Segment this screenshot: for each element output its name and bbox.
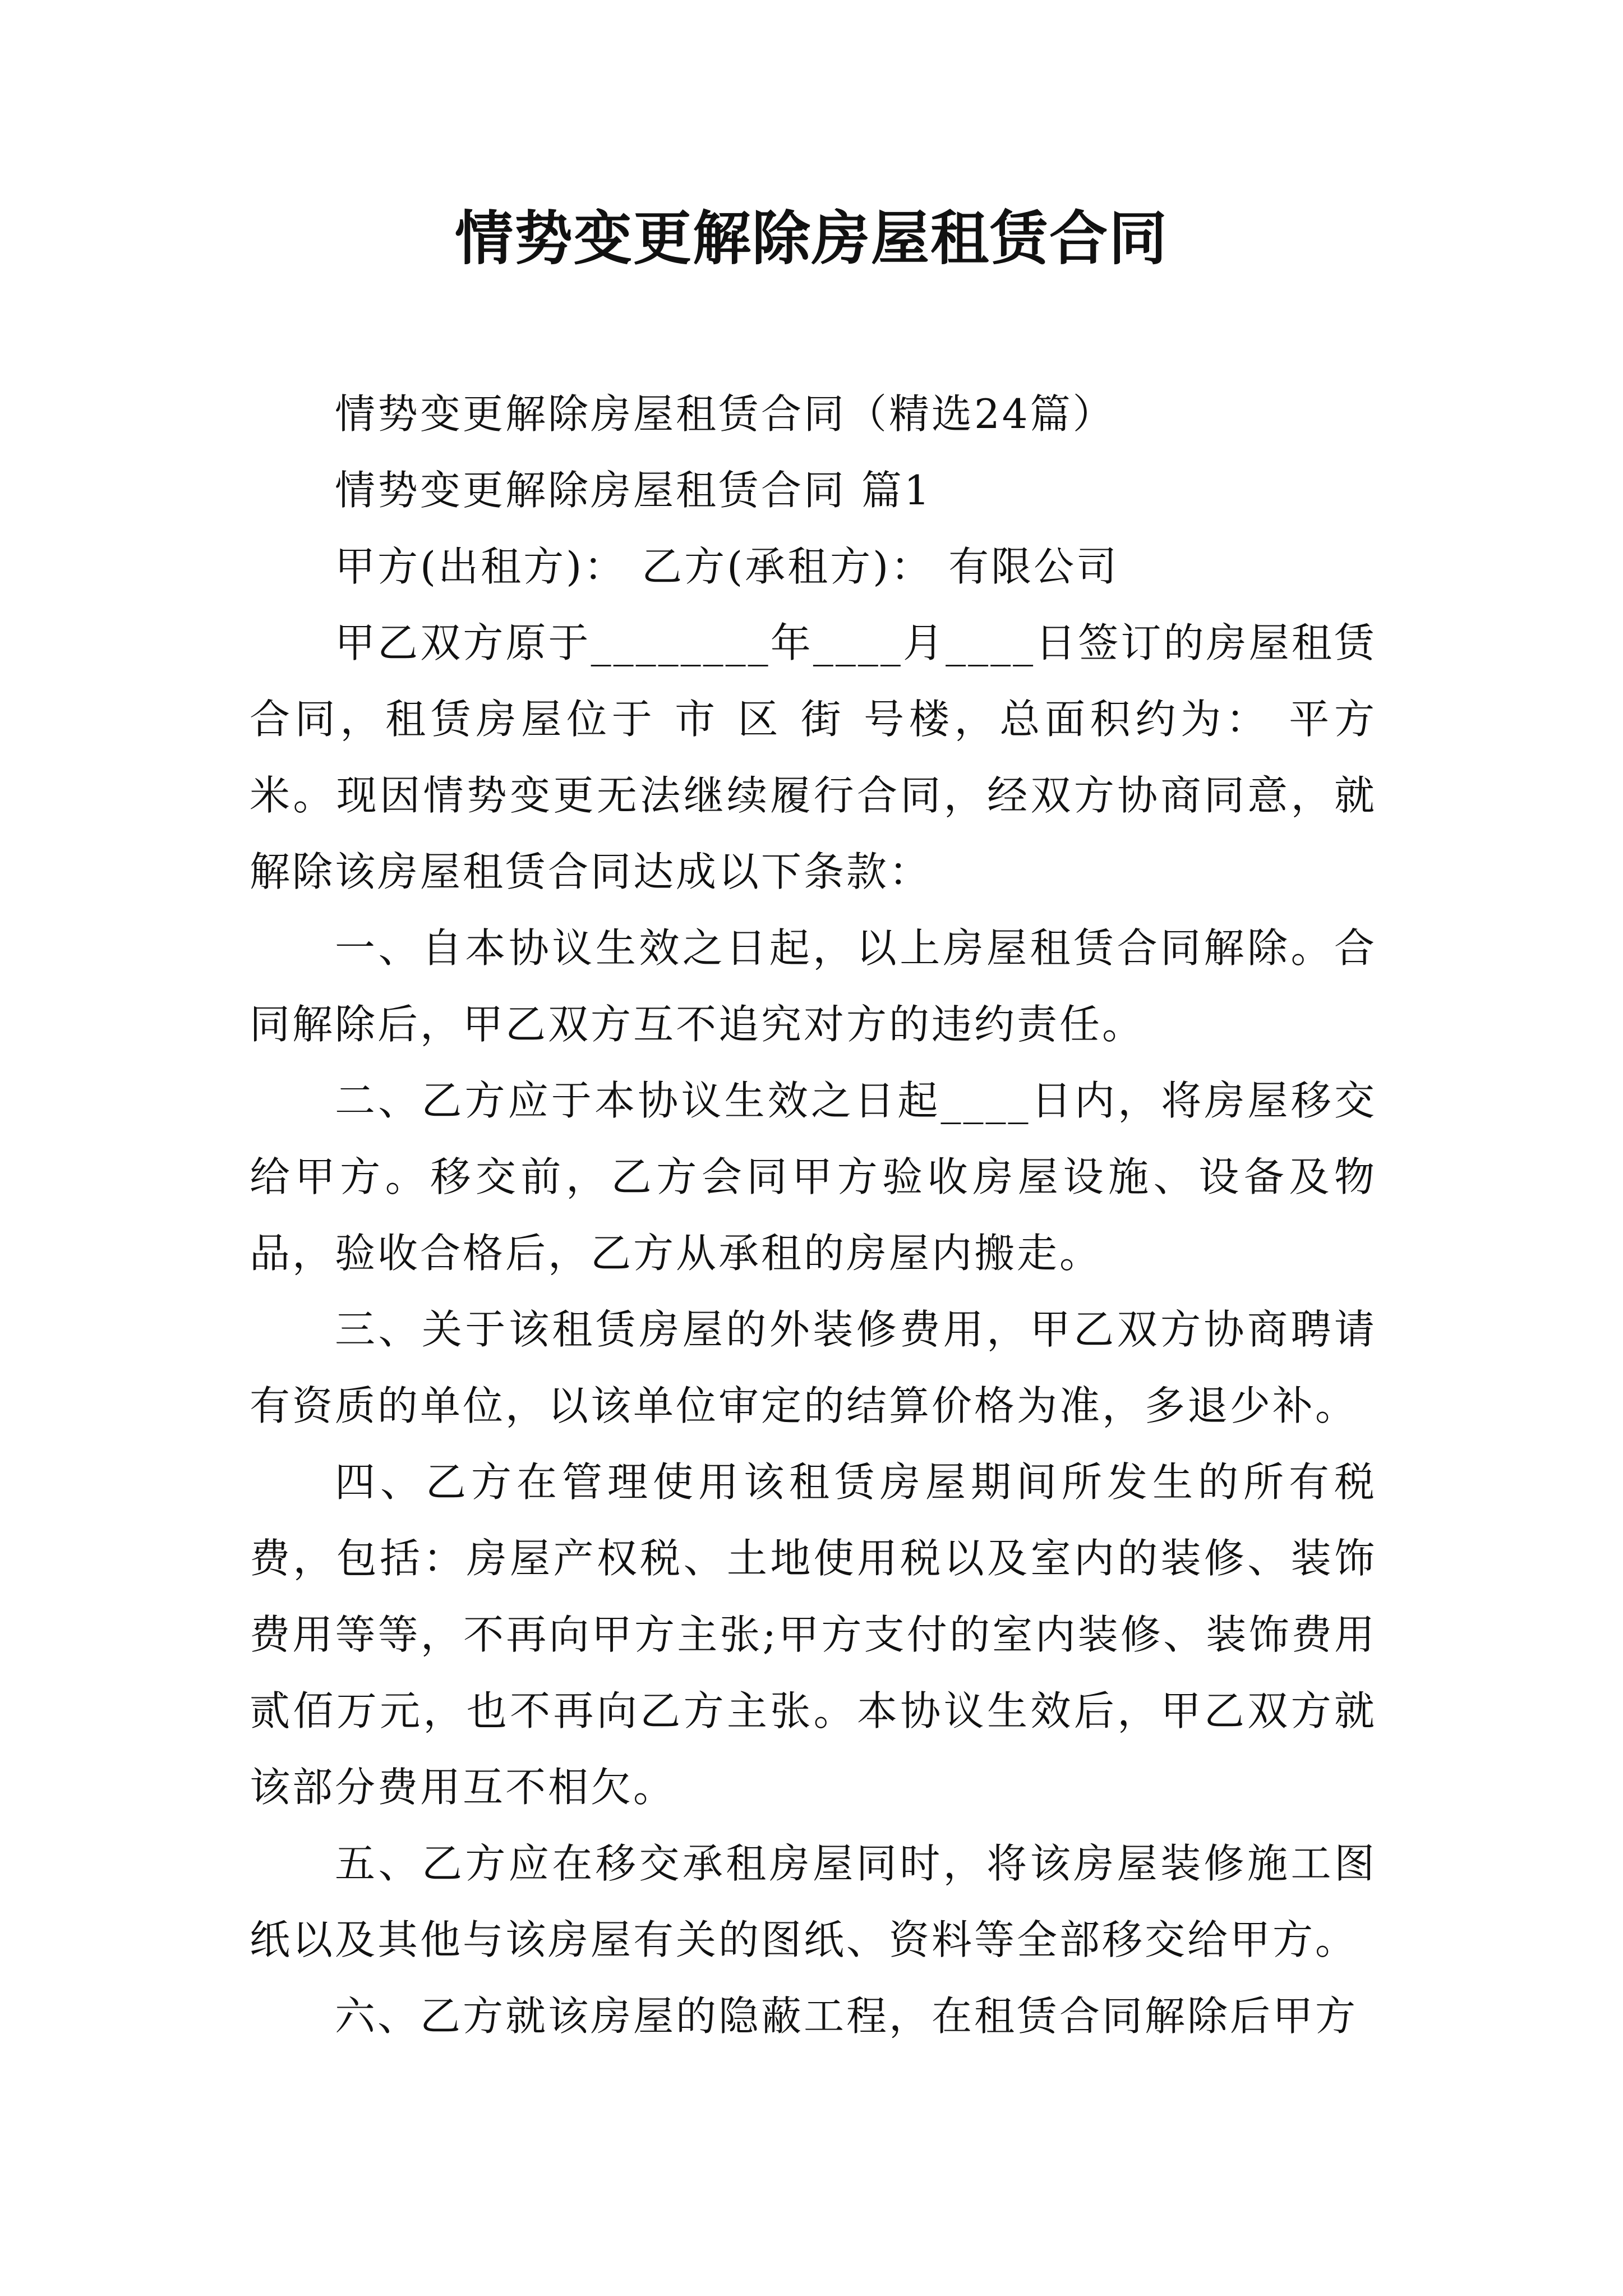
- paragraph-preamble: 甲乙双方原于________年____月____日签订的房屋租赁合同，租赁房屋位于 市 区 街 号楼，总面积约为： 平方米。现因情势变更无法继续履行合同，经双方协商同意，就解除该房屋租赁合同达成以下条款：: [250, 619, 1377, 895]
- paragraph-clause-2: 二、乙方应于本协议生效之日起____日内，将房屋移交给甲方。移交前，乙方会同甲方验收房屋设施、设备及物品，验收合格后，乙方从承租的房屋内搬走。: [250, 1077, 1377, 1277]
- paragraph-clause-4: 四、乙方在管理使用该租赁房屋期间所发生的所有税费，包括：房屋产权税、土地使用税以及室内的装修、装饰费用等等，不再向甲方主张;甲方支付的室内装修、装饰费用贰佰万元，也不再向乙方主张。本协议生效后，甲乙双方就该部分费用互不相欠。: [250, 1458, 1377, 1811]
- document-title: 情势变更解除房屋租赁合同: [454, 204, 1168, 273]
- paragraph-clause-6: 六、乙方就该房屋的隐蔽工程，在租赁合同解除后甲方: [335, 1993, 1358, 2040]
- paragraph-clause-1: 一、自本协议生效之日起，以上房屋租赁合同解除。合同解除后，甲乙双方互不追究对方的违约责任。: [250, 924, 1377, 1048]
- paragraph-subtitle: 情势变更解除房屋租赁合同（精选24篇）: [335, 390, 1115, 438]
- paragraph-clause-3: 三、关于该租赁房屋的外装修费用，甲乙双方协商聘请有资质的单位，以该单位审定的结算价格为准，多退少补。: [250, 1306, 1377, 1429]
- document-body: [250, 376, 1377, 2054]
- paragraph-clause-5: 五、乙方应在移交承租房屋同时，将该房屋装修施工图纸以及其他与该房屋有关的图纸、资料等全部移交给甲方。: [250, 1840, 1377, 1963]
- paragraph-parties: 甲方(出租方)： 乙方(承租方)： 有限公司: [335, 543, 1119, 590]
- paragraph-section-heading: 情势变更解除房屋租赁合同 篇1: [335, 467, 932, 514]
